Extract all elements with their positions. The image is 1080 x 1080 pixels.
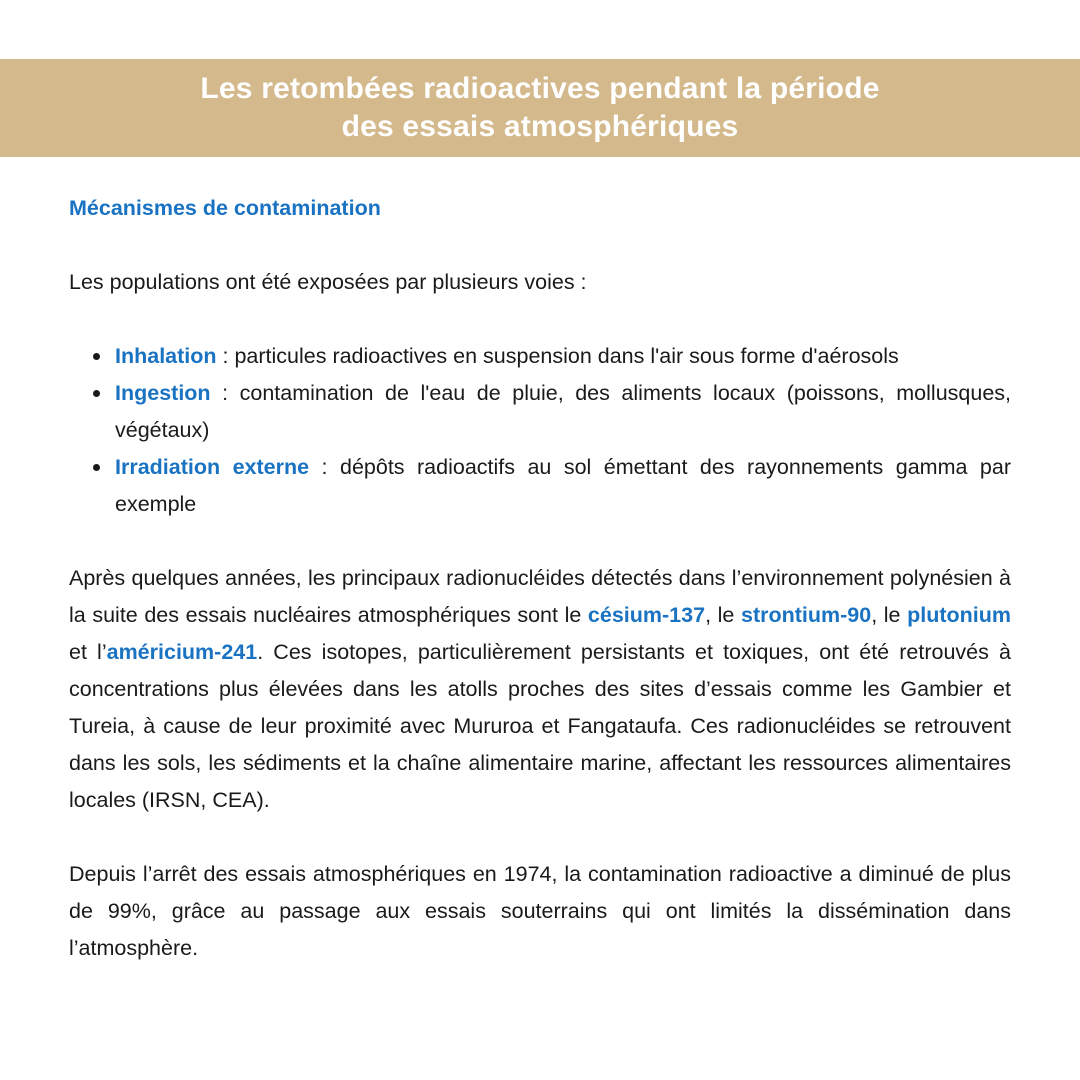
page-title-line-2: des essais atmosphériques bbox=[341, 110, 739, 143]
section-title: Mécanismes de contamination bbox=[69, 196, 381, 220]
isotope-americium: américium-241 bbox=[106, 640, 258, 664]
exposure-ways-list bbox=[69, 338, 1011, 523]
para1-text-b: . Ces isotopes, particulièrement persistants et toxiques, ont été retrouvés à concentrations plus élevées dans les atolls proches des sites d’essais comme les Gambier et Tureia, à cause de leur proximité avec Mururoa et Fangataufa. Ces radionucléides se retrouvent dans les sols, les sédiments et la chaîne alimentaire marine, affectant les ressources alimentaires locales (IRSN, CEA). bbox=[69, 640, 1011, 812]
para1-sep-1: , le bbox=[705, 603, 741, 627]
title-banner bbox=[0, 59, 1080, 157]
radionuclides-paragraph bbox=[69, 560, 1011, 819]
para1-sep-3: et l’ bbox=[69, 640, 107, 664]
para1-text-a: Après quelques années, les principaux radionucléides détectés dans l’environnement polynésien à la suite des essais nucléaires atmosphériques sont le bbox=[69, 566, 1011, 627]
decline-paragraph: Depuis l’arrêt des essais atmosphériques en 1974, la contamination radioactive a diminué de plus de 99%, grâce au passage aux essais souterrains qui ont limités la dissémination dans l’atmosphère. bbox=[69, 862, 1011, 960]
desc-ingestion: : contamination de l'eau de pluie, des aliments locaux (poissons, mollusques, végétaux) bbox=[115, 381, 1011, 442]
bullet-icon bbox=[93, 353, 100, 360]
bullet-icon bbox=[93, 390, 100, 397]
desc-inhalation: : particules radioactives en suspension dans l'air sous forme d'aérosols bbox=[216, 344, 899, 368]
term-ingestion: Ingestion bbox=[115, 381, 211, 405]
desc-irradiation: : dépôts radioactifs au sol émettant des rayonnements gamma par exemple bbox=[115, 455, 1012, 516]
list-item-inhalation bbox=[115, 338, 1011, 375]
isotope-cesium: césium-137 bbox=[587, 603, 706, 627]
page-title-line-1: Les retombées radioactives pendant la période bbox=[200, 72, 880, 105]
list-item-irradiation bbox=[115, 449, 1011, 523]
term-inhalation: Inhalation bbox=[115, 344, 217, 368]
isotope-plutonium: plutonium bbox=[907, 603, 1012, 627]
intro-text: Les populations ont été exposées par plusieurs voies : bbox=[69, 270, 587, 294]
bullet-icon bbox=[93, 464, 100, 471]
para1-sep-2: , le bbox=[871, 603, 908, 627]
list-item-ingestion bbox=[115, 375, 1011, 449]
isotope-strontium: strontium-90 bbox=[740, 603, 872, 627]
article-body bbox=[69, 190, 1011, 967]
term-irradiation: Irradiation externe bbox=[115, 455, 310, 479]
